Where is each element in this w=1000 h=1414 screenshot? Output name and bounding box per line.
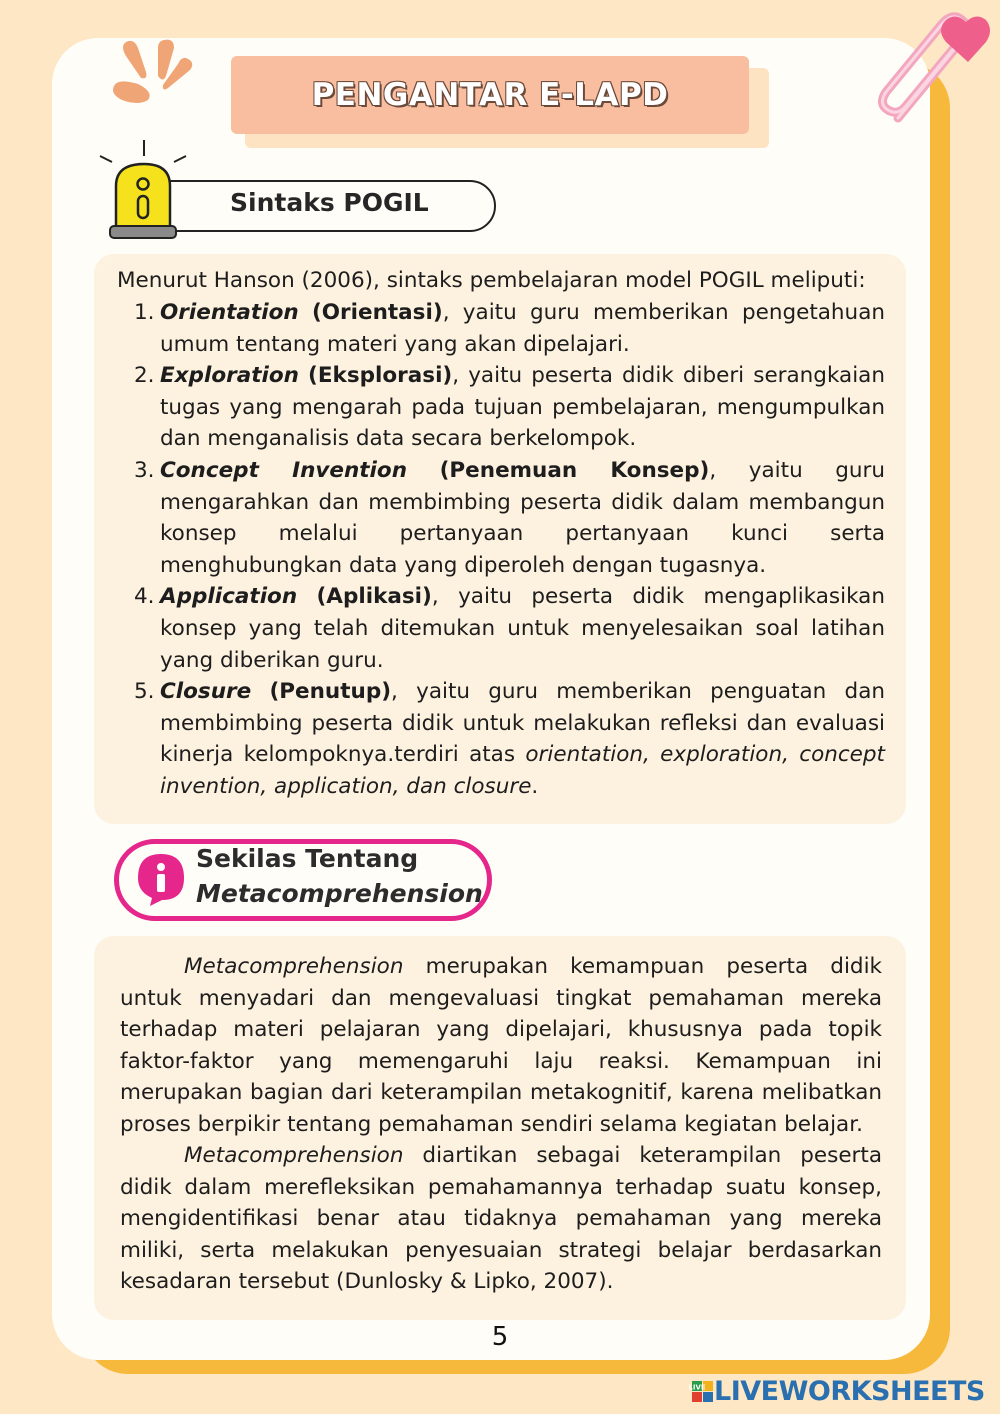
list-item-term: Exploration	[160, 363, 299, 389]
paragraph-2: Metacomprehension diartikan sebagai keterampilan peserta didik dalam merefleksikan pemahamannya terhadap suatu konsep, mengidentifikasi benar atau tidaknya pemahaman yang mereka miliki, serta melakukan penyesuaian strategi belajar berdasarkan kesadaran tersebut (Dunlosky & Lipko, 2007).	[120, 1143, 882, 1295]
list-item-translation: (Penutup)	[269, 679, 392, 705]
paperclip-heart-icon	[858, 0, 1000, 140]
watermark-text: LIVEWORKSHEETS	[714, 1376, 985, 1407]
list-item-term: Concept Invention	[160, 457, 408, 483]
list-item: 2. Exploration (Eksplorasi), yaitu peserta didik diberi serangkaian tugas yang mengarah pada tujuan pembelajaran, mengumpulkan dan menganalisis data secara berkelompok.	[134, 363, 885, 452]
list-item: 5. Closure (Penutup), yaitu guru memberikan penguatan dan membimbing peserta didik untuk melakukan refleksi dan evaluasi kinerja kelompoknya.terdiri atas orientation, exploration, concept invention, application, dan closure.	[134, 679, 885, 799]
list-item-desc: , yaitu peserta didik diberi serangkaian tugas yang mengarah pada tujuan pembelajaran, mengumpulkan dan menganalisis data secara berkelompok.	[160, 363, 885, 452]
info-speech-bubble-icon	[134, 852, 188, 908]
list-item-term: Application	[160, 584, 298, 610]
list-item-desc-italic: orientation, exploration, concept invention, application, dan closure	[160, 742, 885, 799]
list-item-desc: , yaitu guru memberikan penguatan dan membimbing peserta didik untuk melakukan refleksi dan evaluasi kinerja kelompoknya.terdiri atas	[160, 679, 885, 768]
title-banner	[231, 56, 749, 134]
sparkle-icon	[108, 36, 194, 104]
list-item-term: Orientation	[160, 300, 299, 325]
section-heading-sekilas: Sekilas Tentang	[196, 844, 419, 873]
section-heading-sintaks: Sintaks POGIL	[230, 188, 429, 217]
list-item-translation: (Aplikasi)	[316, 584, 432, 610]
siren-info-icon	[96, 138, 196, 242]
list-item-translation: (Eksplorasi)	[308, 363, 453, 389]
page-title: PENGANTAR E-LAPD	[311, 77, 669, 113]
list-item: 1. Orientation (Orientasi), yaitu guru memberikan pengetahuan umum tentang materi yang akan dipelajari.	[134, 300, 885, 357]
list-item-term: Closure	[160, 679, 252, 705]
sintaks-list	[134, 297, 885, 803]
sintaks-intro: Menurut Hanson (2006), sintaks pembelajaran model POGIL meliputi:	[117, 268, 866, 293]
list-item: 3. Concept Invention (Penemuan Konsep), yaitu guru mengarahkan dan membimbing peserta didik dalam membangun konsep melalui pertanyaan pertanyaan kunci serta menghubungkan data yang diperoleh dengan tugasnya.	[134, 457, 885, 578]
list-item: 4. Application (Aplikasi), yaitu peserta didik mengaplikasikan konsep yang telah ditemukan untuk menyelesaikan soal latihan yang diberikan guru.	[134, 584, 885, 673]
list-item-desc: , yaitu peserta didik mengaplikasikan konsep yang telah ditemukan untuk menyelesaikan soal latihan yang diberikan guru.	[160, 584, 885, 673]
page-number: 5	[491, 1322, 509, 1352]
paragraph-1: Metacomprehension merupakan kemampuan peserta didik untuk menyadari dan mengevaluasi tingkat pemahaman mereka terhadap materi pelajaran yang dipelajari, khususnya pada topik faktor-faktor yang memengaruhi laju reaksi. Kemampuan ini merupakan bagian dari keterampilan metakognitif, karena melibatkan proses berpikir tentang pemahaman sendiri selama kegiatan belajar.	[120, 954, 882, 1137]
list-item-translation: (Penemuan Konsep)	[439, 457, 710, 483]
svg-text:LIVE: LIVE	[688, 1383, 706, 1391]
liveworksheets-watermark[interactable]	[688, 1376, 985, 1407]
section-heading-metacomprehension: Metacomprehension	[196, 879, 483, 908]
list-item-desc: , yaitu guru mengarahkan dan membimbing peserta didik dalam membangun konsep melalui pertanyaan pertanyaan kunci serta menghubungkan data yang diperoleh dengan tugasnya.	[160, 457, 885, 578]
list-item-translation: (Orientasi)	[311, 300, 443, 325]
list-item-desc: , yaitu guru memberikan pengetahuan umum tentang materi yang akan dipelajari.	[160, 300, 885, 357]
liveworksheets-logo-icon	[688, 1381, 714, 1403]
